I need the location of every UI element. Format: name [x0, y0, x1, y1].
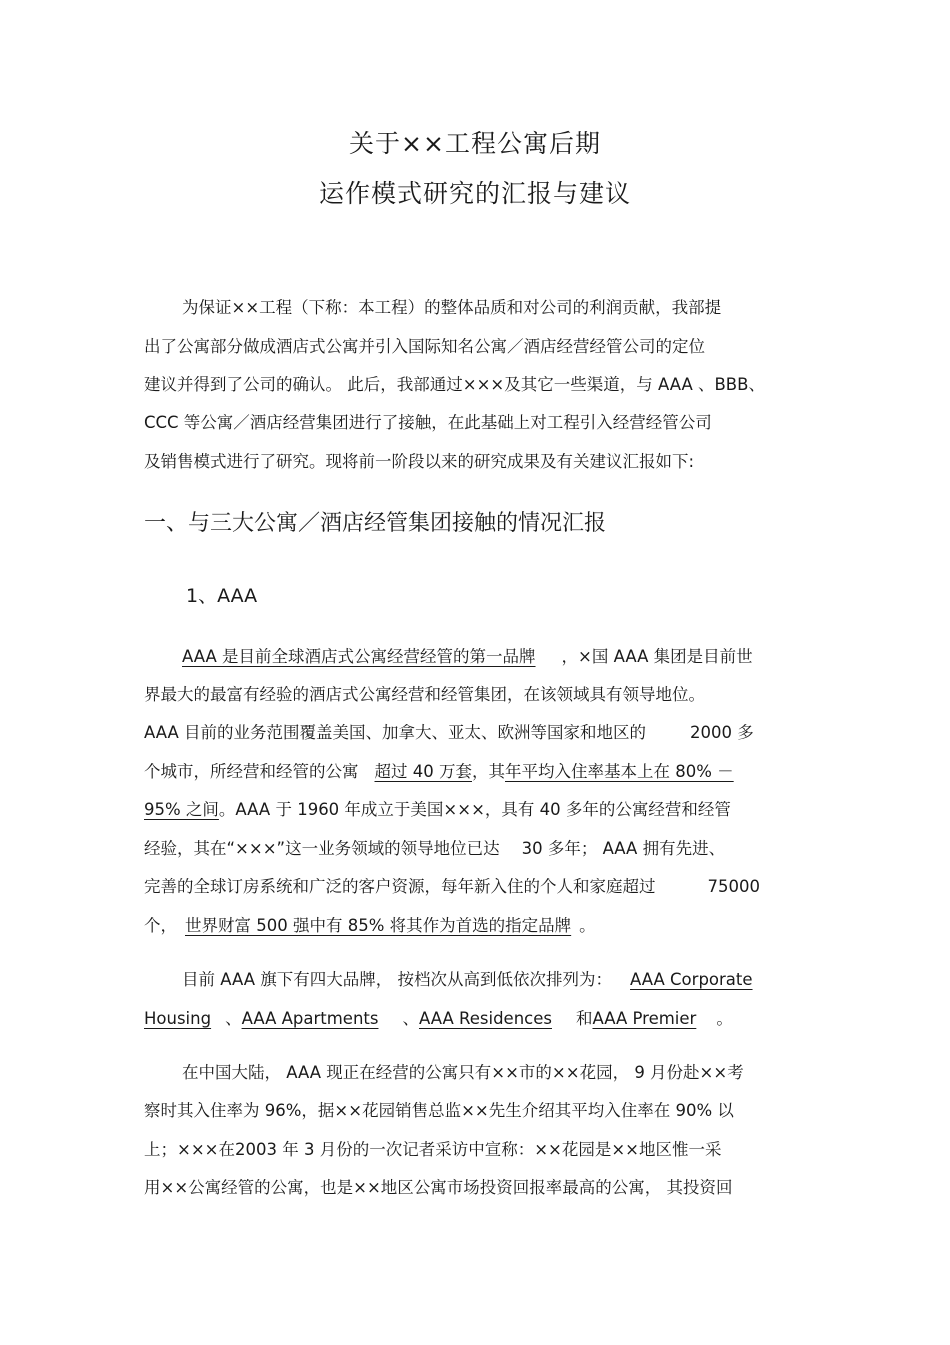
intro-line-2: 出了公寓部分做成酒店式公寓并引入国际知名公寓／酒店经营经管公司的定位	[144, 337, 705, 356]
underlined-phrase: 95% 之间	[144, 800, 219, 819]
intro-line-3: 建议并得到了公司的确认。 此后，我部通过×××及其它一些渠道，与 AAA 、BBB、	[144, 375, 765, 394]
text-span: ，×国 AAA 集团是目前世	[561, 647, 753, 666]
text-span: 完善的全球订房系统和广泛的客户资源，每年新入住的个人和家庭超过	[144, 877, 656, 896]
p3-line-2: 察时其入住率为 96%，据××花园销售总监××先生介绍其平均入住率在 90% 以	[144, 1101, 734, 1120]
intro-line-4: CCC 等公寓／酒店经营集团进行了接触，在此基础上对工程引入经营经管公司	[144, 413, 712, 432]
text-span: 75000	[707, 877, 760, 896]
text-span: 和	[575, 1009, 593, 1028]
text-span: 。AAA 于 1960 年成立于美国×××，具有 40 多年的公寓经营和经管	[218, 800, 731, 819]
p1-line-2: 界最大的最富有经验的酒店式公寓经营和经管集团，在该领域具有领导地位。	[144, 685, 705, 704]
p1-line-6	[144, 839, 725, 859]
text-span: 、	[402, 1009, 419, 1028]
brand-name: AAA Apartments	[241, 1009, 379, 1028]
p1-line-1	[182, 647, 753, 667]
text-span: 2000 多	[690, 723, 754, 742]
intro-line-5: 及销售模式进行了研究。现将前一阶段以来的研究成果及有关建议汇报如下:	[144, 452, 695, 471]
text-span: 经验，其在“×××”这一业务领域的领导地位已达	[144, 839, 500, 858]
subsection-heading: 1、AAA	[186, 585, 258, 607]
underlined-phrase: AAA 是目前全球酒店式公寓经营经管的第一品牌	[182, 647, 536, 666]
text-span: 个，	[144, 916, 177, 935]
brand-name: Housing	[144, 1009, 212, 1028]
text-span: AAA 目前的业务范围覆盖美国、加拿大、亚太、欧洲等国家和地区的	[144, 723, 647, 742]
underlined-phrase: 年平均入住率基本上在 80% －	[505, 762, 734, 781]
brand-name: AAA Residences	[418, 1009, 552, 1028]
intro-line-1: 为保证××工程（下称：本工程）的整体品质和对公司的利润贡献，我部提	[182, 298, 722, 317]
p1-line-3	[144, 723, 754, 743]
underlined-phrase: 超过 40 万套	[374, 762, 472, 781]
p1-line-7	[144, 877, 760, 897]
p1-line-5	[144, 800, 731, 820]
text-span: 。	[716, 1009, 733, 1028]
document-title-line-2: 运作模式研究的汇报与建议	[318, 179, 631, 208]
p1-line-8	[144, 916, 596, 936]
p3-line-1: 在中国大陆， AAA 现正在经营的公寓只有××市的××花园， 9 月份赴××考	[182, 1063, 744, 1082]
brand-name: AAA Corporate	[630, 970, 753, 989]
p3-line-3: 上；×××在2003 年 3 月份的一次记者采访中宣称：××花园是××地区惟一采	[144, 1140, 722, 1159]
brand-name: AAA Premier	[592, 1009, 697, 1028]
text-span: 。	[579, 916, 596, 935]
text-span: 、	[225, 1009, 242, 1028]
section-heading: 一、与三大公寓／酒店经管集团接触的情况汇报	[144, 511, 607, 536]
p2-line-1	[182, 970, 753, 990]
text-span: 个城市，所经营和经管的公寓	[144, 762, 359, 781]
document-title-line-1: 关于××工程公寓后期	[349, 129, 601, 158]
p1-line-4	[144, 762, 734, 782]
text-span: ，其	[472, 762, 505, 781]
underlined-phrase: 世界财富 500 强中有 85% 将其作为首选的指定品牌	[185, 916, 572, 935]
text-span: 目前 AAA 旗下有四大品牌， 按档次从高到低依次排列为：	[182, 970, 613, 989]
text-span: 30 多年； AAA 拥有先进、	[521, 839, 726, 858]
p3-line-4: 用××公寓经管的公寓，也是××地区公寓市场投资回报率最高的公寓， 其投资回	[144, 1178, 733, 1197]
p2-line-2	[144, 1009, 733, 1029]
